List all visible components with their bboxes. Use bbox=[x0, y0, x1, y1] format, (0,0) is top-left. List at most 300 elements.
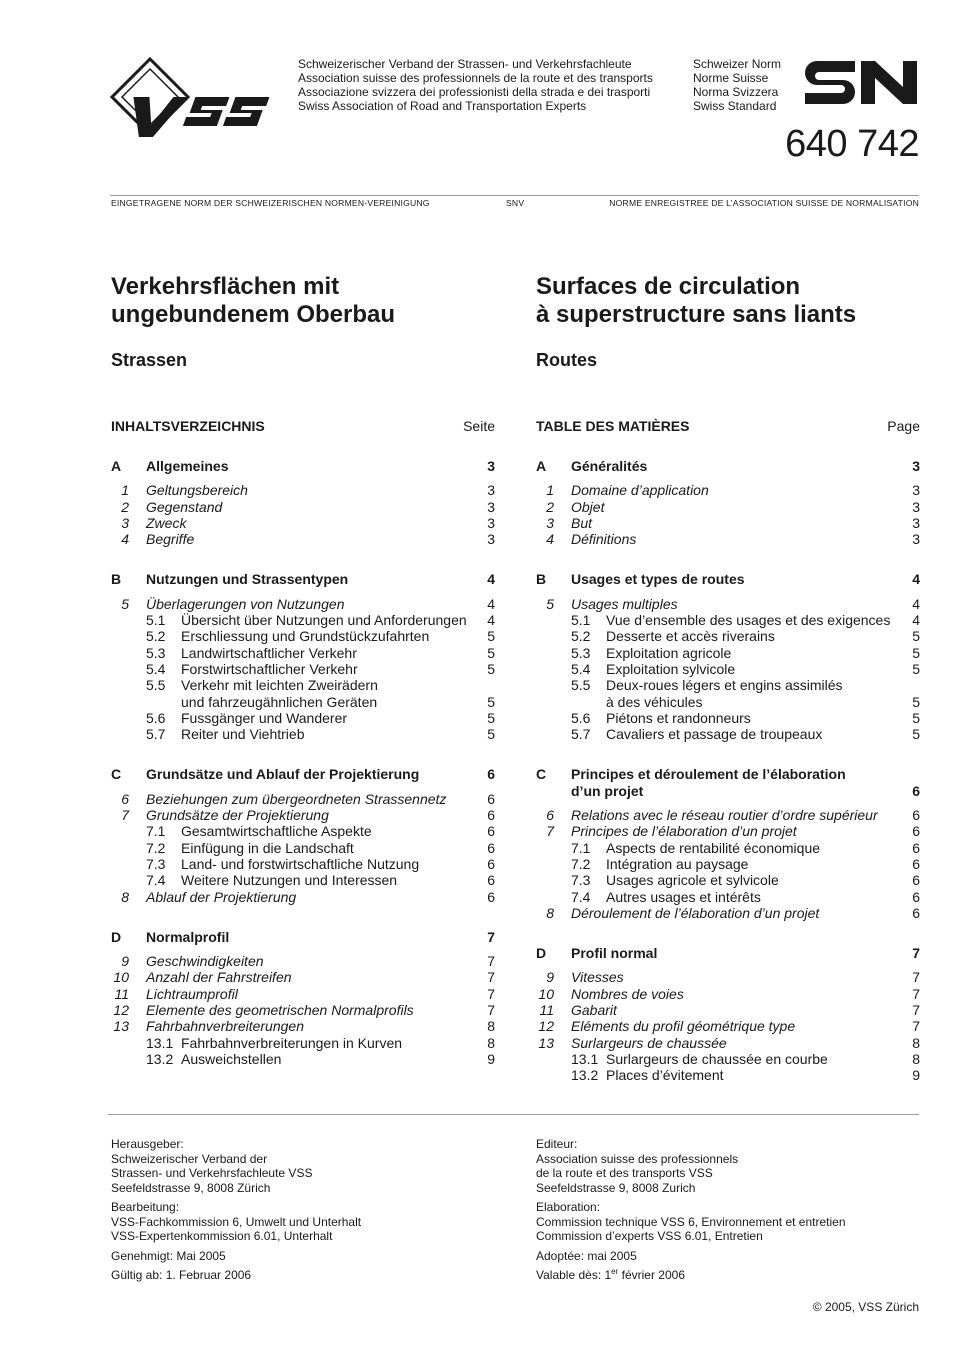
toc-entry bbox=[111, 889, 495, 905]
association-name-de: Schweizerischer Verband der Strassen- und Verkehrsfachleute bbox=[298, 57, 632, 71]
toc-entry bbox=[111, 1018, 495, 1034]
entry-page: 4 bbox=[487, 612, 495, 629]
toc-entry bbox=[536, 969, 920, 985]
entry-title: Fahrbahnverbreiterungen in Kurven bbox=[181, 1034, 403, 1051]
entry-title: Eléments du profil géométrique type bbox=[571, 1018, 796, 1035]
subtitle-fr: Routes bbox=[536, 350, 598, 370]
toc-entry bbox=[536, 1035, 920, 1051]
entry-title: Verkehr mit leichten Zweirädern bbox=[181, 677, 378, 694]
section-title bbox=[571, 945, 906, 961]
entry-number: 5.4 bbox=[146, 660, 166, 677]
standard-name-it: Norma Svizzera bbox=[693, 85, 779, 99]
entry-number: 6 bbox=[546, 807, 554, 824]
toc-entry bbox=[536, 531, 920, 547]
entry-title: Nombres de voies bbox=[571, 985, 684, 1002]
publisher-label-fr: Editeur: bbox=[536, 1137, 578, 1151]
entry-number: 7.3 bbox=[146, 855, 166, 872]
entry-number: 7 bbox=[546, 823, 554, 840]
entry-title: Places d’évitement bbox=[606, 1067, 724, 1084]
entry-page: 5 bbox=[487, 693, 495, 710]
toc-section-row bbox=[536, 945, 920, 961]
entry-page: 6 bbox=[912, 855, 920, 872]
toc-entry bbox=[536, 807, 920, 823]
entry-number: 13.1 bbox=[146, 1034, 174, 1051]
entry-number: 7.2 bbox=[146, 839, 166, 856]
entry-indent bbox=[536, 677, 571, 693]
toc-section bbox=[111, 929, 495, 1067]
toc-entry bbox=[111, 515, 495, 531]
toc-page-label-fr: Page bbox=[887, 418, 920, 434]
entry-page: 3 bbox=[487, 498, 495, 515]
section-page: 7 bbox=[487, 928, 495, 945]
copyright: © 2005, VSS Zürich bbox=[812, 1300, 919, 1314]
toc-entry bbox=[111, 612, 495, 628]
toc-entry bbox=[111, 823, 495, 839]
entry-number: 12 bbox=[113, 1002, 129, 1019]
entry-page: 6 bbox=[487, 807, 495, 824]
toc-entry bbox=[536, 1067, 920, 1083]
section-title-text: Principes et déroulement de l’élaboration bbox=[571, 766, 846, 783]
section-title-text: Normalprofil bbox=[146, 928, 230, 945]
toc-entry bbox=[111, 872, 495, 888]
title-de bbox=[111, 273, 495, 329]
entry-number: 5.3 bbox=[146, 644, 166, 661]
standard-name-fr: Norme Suisse bbox=[693, 71, 769, 85]
entry-title: Fahrbahnverbreiterungen bbox=[146, 1018, 304, 1035]
entry-number: 7 bbox=[121, 807, 129, 824]
entry-page: 3 bbox=[912, 514, 920, 531]
valid-fr-suffix: février 2006 bbox=[618, 1268, 685, 1282]
section-letter: D bbox=[536, 945, 547, 962]
entry-number: 2 bbox=[121, 498, 129, 515]
column-fr bbox=[536, 273, 920, 1084]
entry-indent bbox=[536, 612, 571, 628]
toc-section-row bbox=[111, 766, 495, 782]
entry-page: 5 bbox=[487, 644, 495, 661]
editing-line: Commission technique VSS 6, Environnement et entretien bbox=[536, 1214, 846, 1229]
entry-title: Reiter und Viehtrieb bbox=[181, 726, 305, 743]
entry-page: 9 bbox=[487, 1050, 495, 1067]
editing-line: VSS-Fachkommission 6, Umwelt und Unterhalt bbox=[111, 1214, 362, 1229]
entry-number: 13.2 bbox=[146, 1050, 174, 1067]
section-title bbox=[146, 458, 481, 474]
entry-title: Anzahl der Fahrstreifen bbox=[146, 969, 292, 986]
entry-number: 10 bbox=[538, 985, 554, 1002]
entry-page: 5 bbox=[487, 660, 495, 677]
entry-title: Begriffe bbox=[146, 531, 195, 548]
entry-number: 2 bbox=[546, 498, 554, 515]
entry-indent bbox=[536, 1067, 571, 1083]
toc-de bbox=[111, 458, 495, 1067]
entry-indent bbox=[536, 856, 571, 872]
section-page: 6 bbox=[487, 766, 495, 783]
entry-number: 9 bbox=[121, 953, 129, 970]
entry-title: Autres usages et intérêts bbox=[606, 888, 761, 905]
toc-entry bbox=[536, 612, 920, 628]
section-title bbox=[571, 458, 906, 474]
association-name-en: Swiss Association of Road and Transportation Experts bbox=[298, 99, 587, 113]
toc-entry bbox=[111, 1002, 495, 1018]
toc-entry bbox=[111, 677, 495, 693]
entry-number: 8 bbox=[546, 904, 554, 921]
entry-title: Vitesses bbox=[571, 969, 624, 986]
entry-page: 8 bbox=[912, 1050, 920, 1067]
toc-header-fr bbox=[536, 418, 920, 434]
entry-indent bbox=[536, 840, 571, 856]
entry-title: Ausweichstellen bbox=[181, 1050, 282, 1067]
title-de-line2: ungebundenem Oberbau bbox=[111, 301, 396, 328]
toc-entry bbox=[536, 694, 920, 710]
entry-title: Geschwindigkeiten bbox=[146, 953, 264, 970]
section-page: 4 bbox=[487, 571, 495, 588]
toc-page-label-de: Seite bbox=[463, 418, 495, 434]
entry-number: 7.4 bbox=[146, 872, 166, 889]
entry-page: 5 bbox=[487, 628, 495, 645]
entry-page: 7 bbox=[912, 985, 920, 1002]
entry-page: 4 bbox=[487, 595, 495, 612]
toc-entry bbox=[536, 499, 920, 515]
standard-name-de: Schweizer Norm bbox=[693, 57, 782, 71]
section-title-text: Généralités bbox=[571, 458, 648, 474]
entry-number: 5.5 bbox=[146, 677, 166, 694]
toc-entry bbox=[536, 710, 920, 726]
entry-indent bbox=[111, 726, 146, 742]
entry-page: 5 bbox=[912, 644, 920, 661]
toc-section-row bbox=[536, 571, 920, 587]
entry-number: 5.4 bbox=[571, 660, 591, 677]
entry-page: 6 bbox=[912, 839, 920, 856]
toc-entry bbox=[536, 823, 920, 839]
standard-name-en: Swiss Standard bbox=[693, 99, 777, 113]
toc-entry bbox=[111, 986, 495, 1002]
toc-entry bbox=[536, 515, 920, 531]
entry-title: Desserte et accès riverains bbox=[606, 628, 775, 645]
toc-entry bbox=[536, 986, 920, 1002]
section-title-text: Allgemeines bbox=[146, 458, 229, 474]
entry-page: 3 bbox=[487, 531, 495, 548]
entry-indent bbox=[536, 872, 571, 888]
entry-indent bbox=[536, 889, 571, 905]
publisher-line: Seefeldstrasse 9, 8008 Zurich bbox=[536, 1180, 696, 1195]
entry-title: und fahrzeugähnlichen Geräten bbox=[181, 693, 378, 710]
toc-entry bbox=[111, 1035, 495, 1051]
entry-number: 7.1 bbox=[571, 839, 591, 856]
toc-entry bbox=[111, 953, 495, 969]
entry-title: Land- und forstwirtschaftliche Nutzung bbox=[181, 855, 420, 872]
entry-number: 5.7 bbox=[571, 726, 591, 743]
toc-entry bbox=[111, 531, 495, 547]
vss-logo bbox=[110, 57, 290, 139]
section-page: 3 bbox=[912, 458, 920, 474]
entry-title: Cavaliers et passage de troupeaux bbox=[606, 726, 823, 743]
entry-title: Grundsätze der Projektierung bbox=[146, 807, 329, 824]
entry-indent bbox=[111, 872, 146, 888]
norm-number: 640 742 bbox=[785, 123, 919, 165]
publisher-line: Association suisse des professionnels bbox=[536, 1151, 739, 1166]
entry-number: 7.3 bbox=[571, 872, 591, 889]
section-letter: A bbox=[111, 458, 122, 474]
entry-number: 13.2 bbox=[571, 1067, 599, 1084]
entry-title: Gesamtwirtschaftliche Aspekte bbox=[181, 823, 372, 840]
toc-fr bbox=[536, 458, 920, 1084]
entry-number: 1 bbox=[546, 482, 554, 499]
entry-page: 7 bbox=[487, 969, 495, 986]
entry-title: Usages multiples bbox=[571, 595, 678, 612]
entry-title: Elemente des geometrischen Normalprofils bbox=[146, 1002, 414, 1019]
entry-number: 11 bbox=[114, 985, 129, 1002]
valid-fr-prefix: Valable dès: 1 bbox=[536, 1268, 612, 1282]
entry-number: 5.7 bbox=[146, 726, 166, 743]
section-title bbox=[571, 766, 906, 799]
toc-entry bbox=[111, 482, 495, 498]
entry-number: 13.1 bbox=[571, 1050, 599, 1067]
toc-section bbox=[111, 766, 495, 904]
subtitle-de: Strassen bbox=[111, 350, 188, 370]
toc-section bbox=[111, 458, 495, 547]
entry-number: 5.1 bbox=[571, 612, 591, 629]
entry-number: 5.6 bbox=[146, 709, 166, 726]
entry-page: 9 bbox=[912, 1067, 920, 1084]
entry-page: 3 bbox=[912, 482, 920, 499]
entry-title: Erschliessung und Grundstückzufahrten bbox=[181, 628, 430, 645]
entry-indent bbox=[111, 710, 146, 726]
toc-entry bbox=[111, 856, 495, 872]
toc-entry bbox=[111, 628, 495, 644]
association-names bbox=[298, 57, 653, 113]
entry-page: 7 bbox=[487, 1002, 495, 1019]
entry-page: 6 bbox=[912, 904, 920, 921]
title-fr-line2: à superstructure sans liants bbox=[536, 301, 857, 328]
entry-title: Intégration au paysage bbox=[606, 855, 749, 872]
entry-page: 7 bbox=[912, 1018, 920, 1035]
toc-section-row bbox=[111, 929, 495, 945]
entry-page: 8 bbox=[487, 1018, 495, 1035]
entry-title: Objet bbox=[571, 498, 605, 515]
entry-title: Landwirtschaftlicher Verkehr bbox=[181, 644, 357, 661]
editing-line: Commission d’experts VSS 6.01, Entretien bbox=[536, 1229, 763, 1243]
entry-title: Définitions bbox=[571, 531, 637, 548]
toc-entry bbox=[536, 596, 920, 612]
entry-page: 6 bbox=[487, 855, 495, 872]
entry-page: 6 bbox=[912, 807, 920, 824]
entry-indent bbox=[111, 645, 146, 661]
entry-page: 8 bbox=[912, 1034, 920, 1051]
entry-number: 5.6 bbox=[571, 709, 591, 726]
entry-indent bbox=[536, 645, 571, 661]
publisher-line: Schweizerischer Verband der bbox=[111, 1151, 268, 1166]
footer-divider bbox=[108, 1114, 919, 1115]
entry-title: Aspects de rentabilité économique bbox=[606, 839, 821, 856]
section-letter: C bbox=[536, 766, 547, 783]
section-letter: C bbox=[111, 766, 122, 783]
entry-number: 1 bbox=[121, 482, 129, 499]
entry-page: 5 bbox=[487, 726, 495, 743]
entry-title: Domaine d’application bbox=[571, 482, 709, 499]
entry-title: Principes de l’élaboration d’un projet bbox=[571, 823, 797, 840]
section-title-text: Profil normal bbox=[571, 945, 658, 962]
toc-entry bbox=[536, 661, 920, 677]
entry-title: Geltungsbereich bbox=[146, 482, 248, 499]
registration-de: EINGETRAGENE NORM DER SCHWEIZERISCHEN NORMEN-VEREINIGUNG bbox=[111, 198, 430, 208]
toc-entry bbox=[111, 645, 495, 661]
entry-title: Fussgänger und Wanderer bbox=[181, 709, 348, 726]
entry-indent bbox=[536, 1051, 571, 1067]
section-letter: D bbox=[111, 928, 122, 945]
entry-number: 5 bbox=[121, 595, 129, 612]
footer-de bbox=[111, 1137, 511, 1288]
entry-title: Surlargeurs de chaussée en courbe bbox=[606, 1050, 828, 1067]
entry-title: Vue d’ensemble des usages et des exigences bbox=[606, 612, 891, 629]
entry-page: 7 bbox=[487, 953, 495, 970]
toc-entry bbox=[536, 482, 920, 498]
toc-entry bbox=[536, 1002, 920, 1018]
toc-entry bbox=[536, 677, 920, 693]
entry-title: à des véhicules bbox=[606, 693, 703, 710]
entry-number: 5.2 bbox=[146, 628, 166, 645]
section-page: 4 bbox=[912, 571, 920, 588]
header-divider bbox=[110, 195, 919, 196]
section-title-text: Usages et types de routes bbox=[571, 571, 745, 588]
toc-entry bbox=[536, 628, 920, 644]
entry-indent bbox=[111, 661, 146, 677]
entry-number: 6 bbox=[121, 790, 129, 807]
entry-page: 5 bbox=[912, 628, 920, 645]
entry-title: Weitere Nutzungen und Interessen bbox=[181, 872, 398, 889]
entry-page: 5 bbox=[487, 709, 495, 726]
entry-title: Forstwirtschaftlicher Verkehr bbox=[181, 660, 358, 677]
entry-indent bbox=[111, 628, 146, 644]
toc-section-row bbox=[536, 766, 920, 799]
entry-number: 5.2 bbox=[571, 628, 591, 645]
entry-indent bbox=[536, 694, 571, 710]
entry-title: Exploitation sylvicole bbox=[606, 660, 736, 677]
entry-indent bbox=[111, 823, 146, 839]
entry-number: 5.1 bbox=[146, 612, 166, 629]
approved-de: Genehmigt: Mai 2005 bbox=[111, 1248, 226, 1263]
entry-number: 8 bbox=[121, 888, 129, 905]
toc-entry bbox=[111, 969, 495, 985]
entry-page: 6 bbox=[487, 823, 495, 840]
entry-title: Gegenstand bbox=[146, 498, 223, 515]
toc-header-de bbox=[111, 418, 495, 434]
section-page: 6 bbox=[912, 782, 920, 799]
valid-fr bbox=[536, 1268, 936, 1283]
toc-entry bbox=[536, 726, 920, 742]
entry-title: Déroulement de l’élaboration d’un projet bbox=[571, 904, 820, 921]
entry-page: 8 bbox=[487, 1034, 495, 1051]
entry-page: 5 bbox=[912, 660, 920, 677]
toc-entry bbox=[536, 645, 920, 661]
entry-page: 7 bbox=[912, 969, 920, 986]
entry-page: 5 bbox=[912, 693, 920, 710]
entry-indent bbox=[536, 710, 571, 726]
toc-section-row bbox=[111, 571, 495, 587]
toc-entry bbox=[536, 840, 920, 856]
entry-title: Lichtraumprofil bbox=[146, 985, 238, 1002]
toc-entry bbox=[111, 1051, 495, 1067]
entry-title: Beziehungen zum übergeordneten Strassennetz bbox=[146, 790, 447, 807]
toc-section-row bbox=[536, 458, 920, 474]
entry-indent bbox=[536, 726, 571, 742]
section-title bbox=[571, 571, 906, 587]
entry-page: 6 bbox=[912, 872, 920, 889]
entry-title: Exploitation agricole bbox=[606, 644, 732, 661]
entry-title: Relations avec le réseau routier d’ordre supérieur bbox=[571, 807, 878, 824]
editing-line: VSS-Expertenkommission 6.01, Unterhalt bbox=[111, 1229, 333, 1243]
entry-page bbox=[481, 677, 495, 693]
entry-number: 3 bbox=[121, 514, 129, 531]
toc-section bbox=[111, 571, 495, 742]
toc-entry bbox=[111, 710, 495, 726]
entry-indent bbox=[111, 856, 146, 872]
section-page: 3 bbox=[487, 458, 495, 474]
entry-page: 3 bbox=[912, 498, 920, 515]
entry-number: 10 bbox=[113, 969, 129, 986]
entry-indent bbox=[111, 677, 146, 693]
registration-snv: SNV bbox=[506, 198, 525, 208]
toc-entry bbox=[111, 596, 495, 612]
toc-entry bbox=[536, 1018, 920, 1034]
registration-fr: NORME ENREGISTREE DE L’ASSOCIATION SUISSE DE NORMALISATION bbox=[609, 198, 919, 208]
section-title-text: Nutzungen und Strassentypen bbox=[146, 571, 349, 588]
publisher-label-de: Herausgeber: bbox=[111, 1137, 184, 1151]
entry-page: 4 bbox=[912, 612, 920, 629]
section-title-text: Grundsätze und Ablauf der Projektierung bbox=[146, 766, 420, 783]
toc-section bbox=[536, 766, 920, 921]
entry-page: 7 bbox=[487, 985, 495, 1002]
entry-page: 5 bbox=[912, 709, 920, 726]
footer-fr bbox=[536, 1137, 936, 1288]
toc-entry bbox=[536, 889, 920, 905]
entry-number: 5.3 bbox=[571, 644, 591, 661]
toc-entry bbox=[111, 661, 495, 677]
entry-number: 13 bbox=[538, 1034, 554, 1051]
section-page: 7 bbox=[912, 945, 920, 962]
entry-page: 5 bbox=[912, 726, 920, 743]
toc-entry bbox=[111, 791, 495, 807]
entry-page: 6 bbox=[487, 839, 495, 856]
entry-page: 6 bbox=[912, 888, 920, 905]
publisher-line: Seefeldstrasse 9, 8008 Zürich bbox=[111, 1180, 271, 1195]
entry-page: 6 bbox=[487, 888, 495, 905]
entry-page: 3 bbox=[912, 531, 920, 548]
entry-title: Übersicht über Nutzungen und Anforderungen bbox=[181, 612, 467, 629]
entry-title: Deux-roues légers et engins assimilés bbox=[606, 677, 843, 694]
toc-entry bbox=[536, 856, 920, 872]
entry-number: 13 bbox=[113, 1018, 129, 1035]
entry-number: 7.4 bbox=[571, 888, 591, 905]
entry-page: 6 bbox=[912, 823, 920, 840]
toc-entry bbox=[111, 807, 495, 823]
sn-logo bbox=[803, 57, 919, 107]
entry-number: 9 bbox=[546, 969, 554, 986]
entry-page: 7 bbox=[912, 1002, 920, 1019]
toc-section-row bbox=[111, 458, 495, 474]
entry-page: 6 bbox=[487, 790, 495, 807]
title-de-line1: Verkehrsflächen mit bbox=[111, 273, 340, 300]
approved-fr: Adoptée: mai 2005 bbox=[536, 1248, 637, 1263]
editing-label-de: Bearbeitung: bbox=[111, 1200, 180, 1214]
valid-fr-sup: er bbox=[611, 1267, 619, 1276]
standard-names bbox=[693, 57, 781, 113]
section-title bbox=[146, 766, 481, 782]
entry-indent bbox=[111, 612, 146, 628]
toc-entry bbox=[536, 905, 920, 921]
entry-indent bbox=[111, 694, 146, 710]
entry-number: 5.5 bbox=[571, 677, 591, 694]
section-letter: A bbox=[536, 458, 547, 474]
entry-page: 6 bbox=[487, 872, 495, 889]
